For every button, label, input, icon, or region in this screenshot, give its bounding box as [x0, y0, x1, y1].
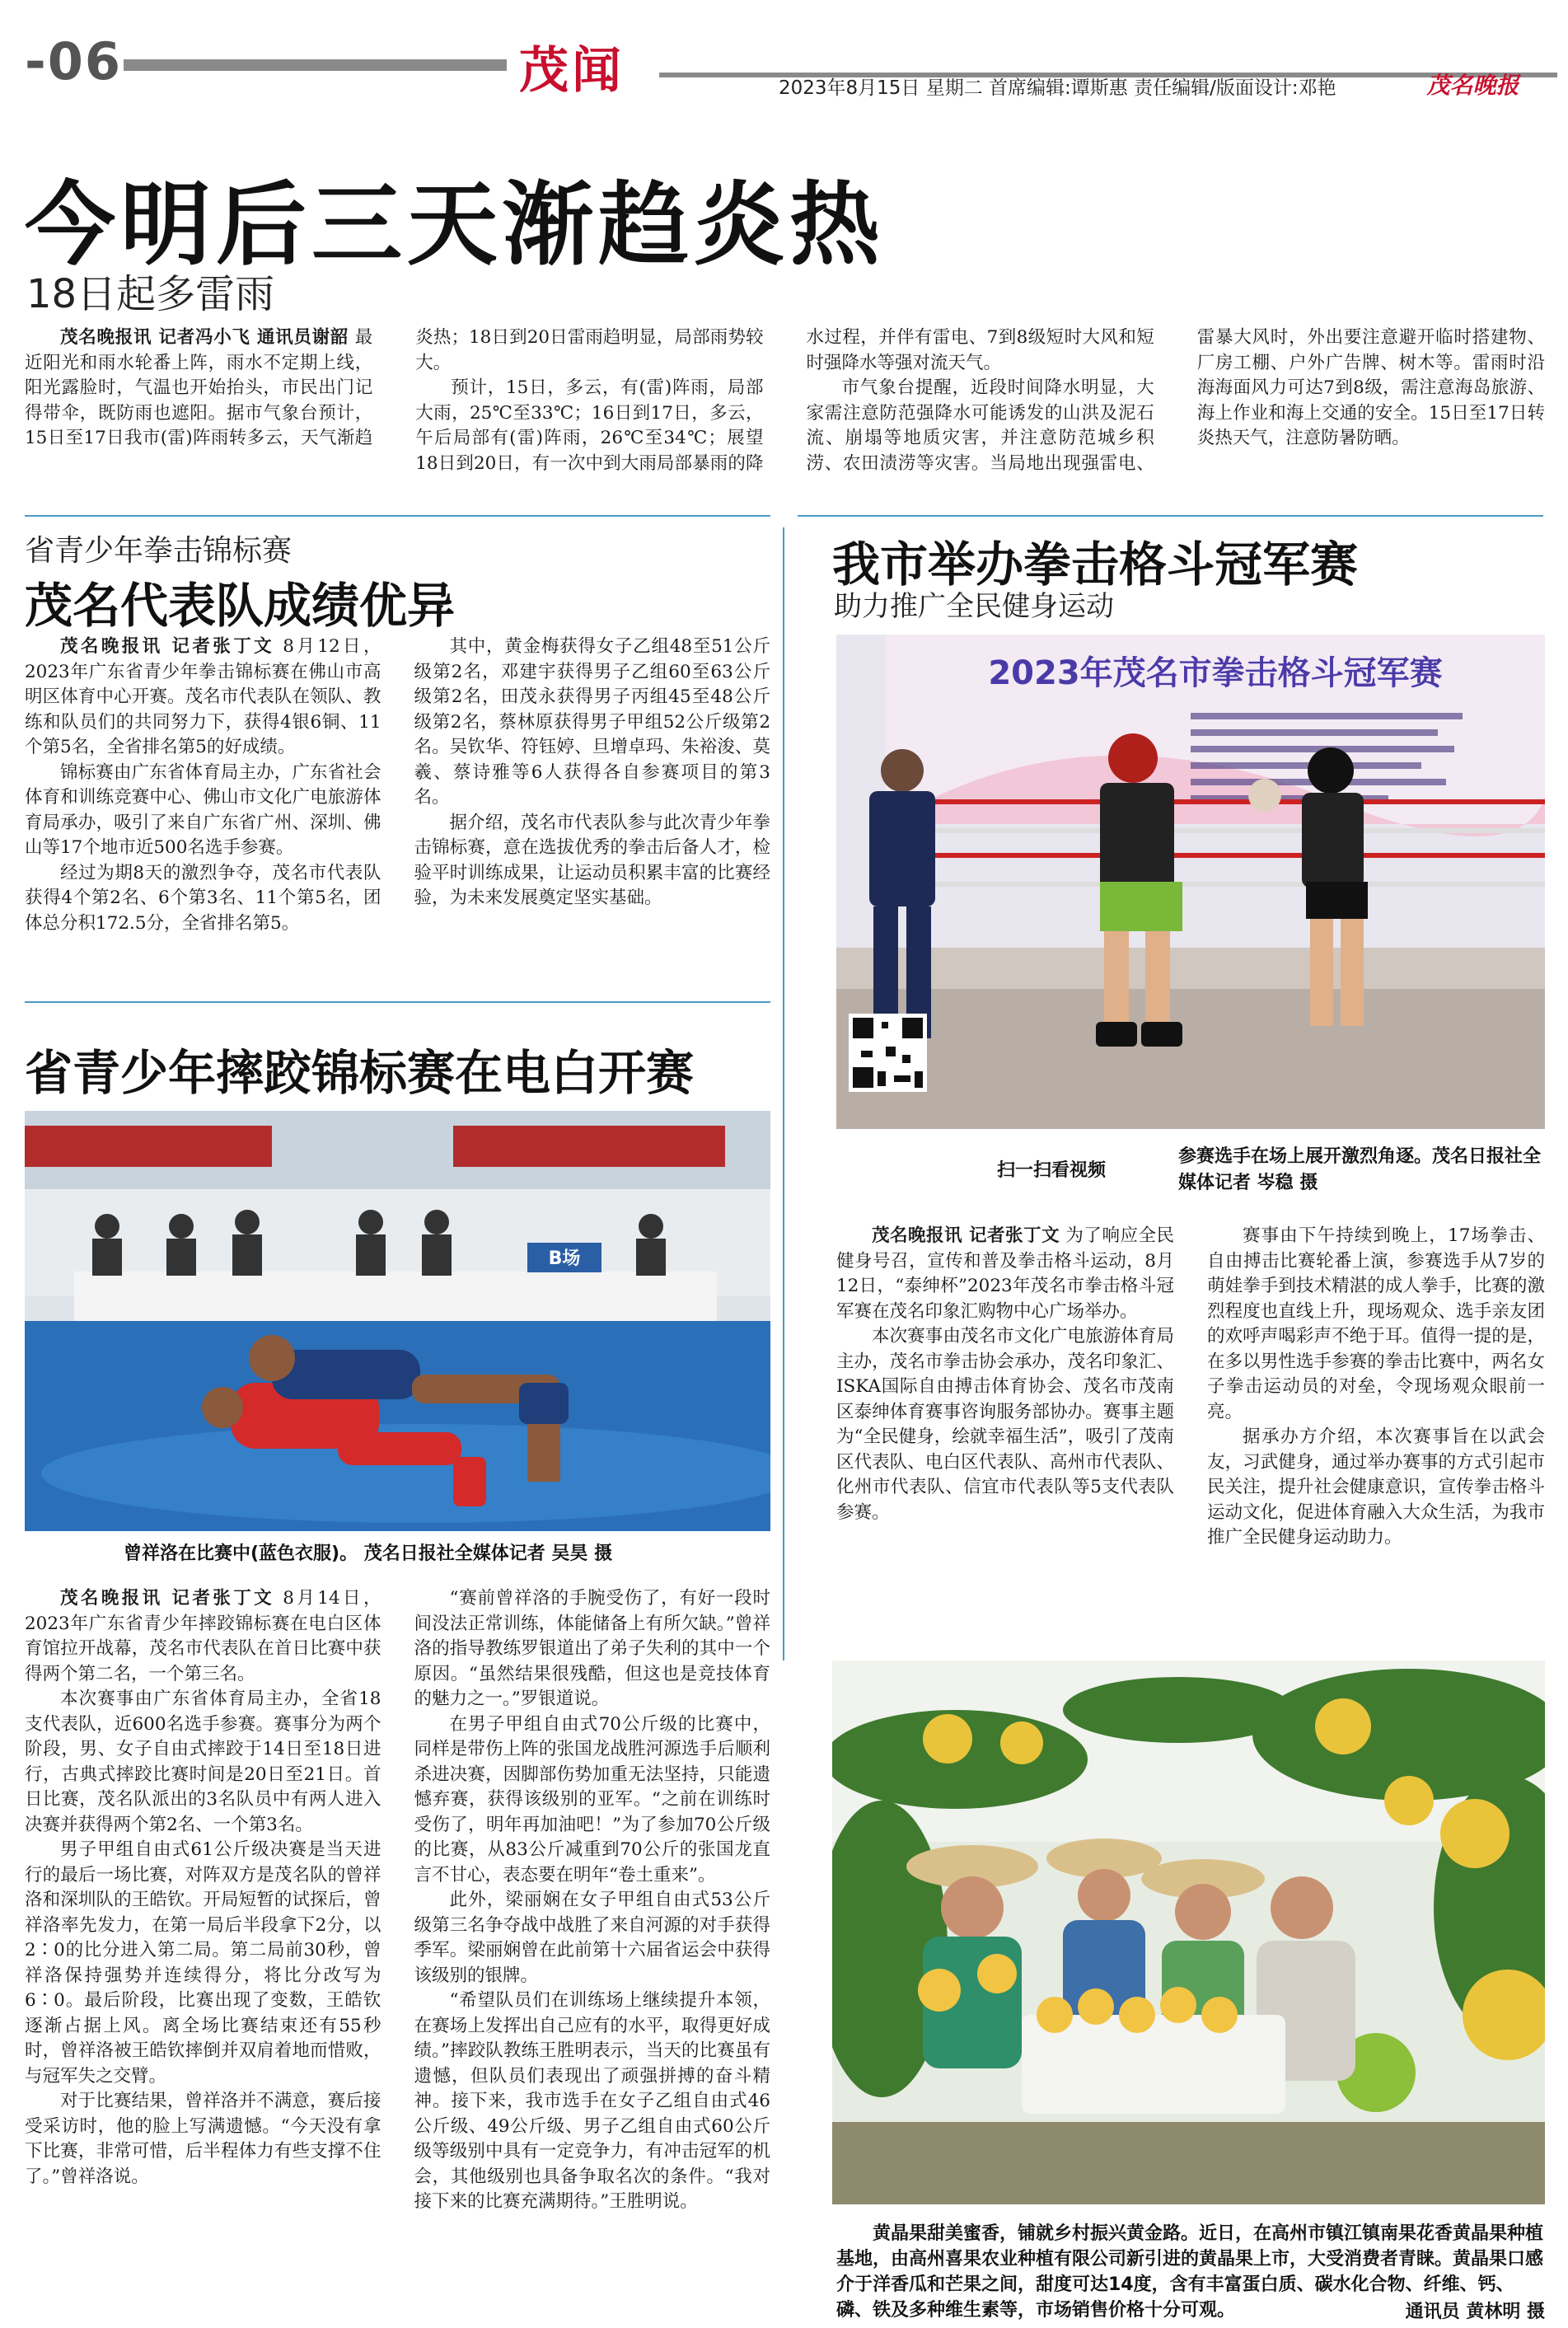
mat-banner-text: B场: [548, 1248, 581, 1269]
weather-subhead: 18日起多雷雨: [26, 271, 275, 317]
wrestling-para-7: 此外，梁丽娴在女子甲组自由式53公斤级第三名争夺战中战胜了来自河源的对手获得季军。梁丽娴曾在此前第十六届省运会中获得该级别的银牌。: [414, 1890, 770, 1986]
fruit-caption: 黄晶果甜美蜜香，铺就乡村振兴黄金路。近日，在高州市镇江镇南果花香黄晶果种植基地，由高州喜果农业种植有限公司新引进的黄晶果上市，大受消费者青睐。黄晶果口感介于洋香瓜和芒果之间，甜度可达14度，含有丰富蛋白质、碳水化合物、纤维、钙、磷、铁及多种维生素等，市场销售价格十分可观。: [836, 2223, 1544, 2321]
boxing-youth-body: [25, 635, 770, 960]
wrestling-body: [25, 1586, 770, 2316]
section-rule: [25, 515, 770, 517]
fruit-photo-art: [832, 1661, 1545, 2204]
boxing-city-para-4: 据承办方介绍，本次赛事旨在以武会友，习武健身，通过举办赛事的方式引起市民关注，提升社会健康意识，宣传拳击格斗运动文化，促进体育融入大众生活，为我市推广全民健身运动助力。: [1207, 1426, 1545, 1548]
boxing-youth-kicker: 省青少年拳击锦标赛: [25, 534, 293, 568]
boxing-photo-art: [836, 635, 1545, 1129]
boxing-photo: [836, 635, 1545, 1129]
boxing-city-caption: 参赛选手在场上展开激烈角逐。茂名日报社全媒体记者 岑稳 摄: [1178, 1146, 1542, 1193]
boxing-city-subhead: 助力推广全民健身运动: [834, 590, 1114, 623]
wrestling-para-3: 男子甲组自由式61公斤级决赛是当天进行的最后一场比赛，对阵双方是茂名队的曾祥洛和深圳队的王皓钦。开局短暂的试探后，曾祥洛率先发力，在第一局后半段拿下2分，以2∶0的比分进入第二局。第二局前30秒，曾祥洛保持强势并连续得分，将比分改写为6∶0。最后阶段，比赛出现了变数，王皓钦逐渐占据上风。离全场比赛结束还有55秒时，曾祥洛被王皓钦摔倒并双肩着地而惜败，与冠军失之交臂。: [25, 1839, 381, 2087]
boxing-youth-lead: 茂名晚报讯 记者张丁文: [60, 636, 275, 657]
section-rule: [798, 515, 1543, 517]
boxing-banner-title: 2023年茂名市拳击格斗冠军赛: [988, 654, 1443, 692]
wrestling-para-5: “赛前曾祥洛的手腕受伤了，有好一段时间没法正常训练，体能储备上有所欠缺。”曾祥洛的指导教练罗银道出了弟子失利的其中一个原因。“虽然结果很残酷，但这也是竞技体育的魅力之一。”罗银道说。: [414, 1588, 770, 1709]
wrestling-photo: [25, 1111, 770, 1531]
wrestling-headline: 省青少年摔跤锦标赛在电白开赛: [25, 1045, 695, 1101]
qr-label: 扫一扫看视频: [997, 1160, 1107, 1181]
section-logo: 茂闻: [519, 42, 625, 100]
header-meta: 2023年8月15日 星期二 首席编辑:谭斯惠 责任编辑/版面设计:邓艳: [779, 77, 1336, 99]
fruit-credit: 通讯员 黄林明 摄: [1405, 2302, 1545, 2322]
wrestling-para-2: 本次赛事由广东省体育局主办，全省18支代表队，近600名选手参赛。赛事分为两个阶段，男、女子自由式摔跤于14日至18日进行，古典式摔跤比赛时间是20日至21日。首日比赛，茂名队派出的3名队员中有两人进入决赛并获得两个第2名、一个第3名。: [25, 1689, 381, 1835]
column-divider: [783, 527, 784, 1661]
boxing-city-lead: 茂名晚报讯 记者张丁文: [872, 1225, 1060, 1246]
boxing-city-body: [836, 1224, 1545, 1636]
page-number: -06: [25, 31, 123, 91]
masthead-logo: 茂名晚报: [1426, 72, 1519, 99]
boxing-city-headline: 我市举办拳击格斗冠军赛: [832, 536, 1359, 593]
weather-para-2: 预计，15日，多云，有(雷)阵雨，局部大雨，25℃至33℃；16日到17日，多云，午后局部有(雷)阵雨，26℃至34℃；展望18日到20日，有一次中到大雨局部暴雨的降水过程，并伴有雷电、7到8级短时大风和短时强降水等强对流天气。: [415, 327, 1154, 474]
wrestling-caption: 曾祥洛在比赛中(蓝色衣服)。 茂名日报社全媒体记者 吴昊 摄: [124, 1543, 613, 1564]
header-rule-left: [124, 59, 507, 71]
boxing-youth-para-3: 经过为期8天的激烈争夺，茂名市代表队获得4个第2名、6个第3名、11个第5名，团体总分积172.5分，全省排名第5。: [25, 862, 381, 934]
weather-body: [25, 326, 1545, 499]
weather-para-1: 最近阳光和雨水轮番上阵，雨水不定期上线，阳光露脸时，气温也开始抬头，市民出门记得带伞，既防雨也遮阳。据市气象台预计，15日至17日我市(雷)阵雨转多云，天气渐趋炎热；18日到20日雷雨趋明显，局部雨势较大。: [25, 327, 764, 448]
boxing-youth-para-1: 8月12日，2023年广东省青少年拳击锦标赛在佛山市高明区体育中心开赛。茂名市代表队在领队、教练和队员们的共同努力下，获得4银6铜、11个第5名，全省排名第5的好成绩。: [25, 636, 381, 757]
boxing-city-para-2: 本次赛事由茂名市文化广电旅游体育局主办，茂名市拳击协会承办，茂名印象汇、ISKA国际自由搏击体育协会、茂名市茂南区泰绅体育赛事咨询服务部协办。赛事主题为“全民健身，绘就幸福生活”，吸引了茂南区代表队、电白区代表队、高州市代表队、化州市代表队、信宜市代表队等5支代表队参赛。: [836, 1326, 1174, 1523]
wrestling-para-4: 对于比赛结果，曾祥洛并不满意，赛后接受采访时，他的脸上写满遗憾。“今天没有拿下比赛，非常可惜，后半程体力有些支撑不住了。”曾祥洛说。: [25, 2091, 381, 2187]
boxing-youth-para-5: 据介绍，茂名市代表队参与此次青少年拳击锦标赛，意在选拔优秀的拳击后备人才，检验平时训练成果，让运动员积累丰富的比赛经验，为未来发展奠定坚实基础。: [414, 812, 770, 908]
section-rule: [25, 1001, 770, 1003]
weather-para-3: 市气象台提醒，近段时间降水明显，大家需注意防范强降水可能诱发的山洪及泥石流、崩塌等地质灾害，并注意防范城乡积涝、农田渍涝等灾害。当局地出现强雷电、雷暴大风时，外出要注意避开临时搭建物、厂房工棚、户外广告牌、树木等。雷雨时沿海海面风力可达7到8级，需注意海岛旅游、海上作业和海上交通的安全。15日至17日转炎热天气，注意防暑防晒。: [806, 327, 1545, 474]
boxing-youth-para-2: 锦标赛由广东省体育局主办，广东省社会体育和训练竞赛中心、佛山市文化广电旅游体育局承办，吸引了来自广东省广州、深圳、佛山等17个地市近500名选手参赛。: [25, 761, 381, 858]
wrestling-para-6: 在男子甲组自由式70公斤级的比赛中，同样是带伤上阵的张国龙战胜河源选手后顺利杀进决赛，因脚部伤势加重无法坚持，只能遗憾弃赛，获得该级别的亚军。“之前在训练时受伤了，明年再加油吧！”为了参加70公斤级的比赛，从83公斤减重到70公斤的张国龙直言不甘心，表态要在明年“卷土重来”。: [414, 1713, 770, 1885]
wrestling-photo-art: [25, 1111, 770, 1531]
boxing-city-para-3: 赛事由下午持续到晚上，17场拳击、自由搏击比赛轮番上演，参赛选手从7岁的萌娃拳手到技术精湛的成人拳手，比赛的激烈程度也直线上升，现场观众、选手亲友团的欢呼声喝彩声不绝于耳。值得一提的是，在多以男性选手参赛的拳击比赛中，两名女子拳击运动员的对垒，令现场观众眼前一亮。: [1207, 1225, 1545, 1422]
weather-headline: 今明后三天渐趋炎热: [25, 172, 885, 278]
fruit-photo: [832, 1661, 1545, 2204]
weather-lead: 茂名晚报讯 记者冯小飞 通讯员谢韶: [60, 327, 349, 348]
wrestling-lead: 茂名晚报讯 记者张丁文: [60, 1588, 275, 1609]
boxing-city-para-1: 为了响应全民健身号召，宣传和普及拳击格斗运动，8月12日，“泰绅杯”2023年茂名市拳击格斗冠军赛在茂名印象汇购物中心广场举办。: [836, 1225, 1174, 1322]
wrestling-para-1: 8月14日，2023年广东省青少年摔跤锦标赛在电白区体育馆拉开战幕，茂名市代表队在首日比赛中获得两个第二名，一个第三名。: [25, 1588, 381, 1684]
boxing-youth-para-4: 其中，黄金梅获得女子乙组48至51公斤级第2名，邓建宇获得男子乙组60至63公斤级第2名，田茂永获得男子丙组45至48公斤级第2名，蔡林原获得男子甲组52公斤级第2名。吴钦华、符钰婷、旦增卓玛、朱裕浚、莫羲、蔡诗雅等6人获得各自参赛项目的第3名。: [414, 636, 770, 808]
wrestling-para-8: “希望队员们在训练场上继续提升本领，在赛场上发挥出自己应有的水平，取得更好成绩。”摔跤队教练王胜明表示，当天的比赛虽有遗憾，但队员们表现出了顽强拼搏的奋斗精神。接下来，我市选手在女子乙组自由式46公斤级、49公斤级、男子乙组自由式60公斤级等级别中具有一定竞争力，有冲击冠军的机会，其他级别也具备争取名次的条件。“我对接下来的比赛充满期待。”王胜明说。: [414, 1990, 770, 2212]
boxing-youth-headline: 茂名代表队成绩优异: [25, 578, 456, 634]
